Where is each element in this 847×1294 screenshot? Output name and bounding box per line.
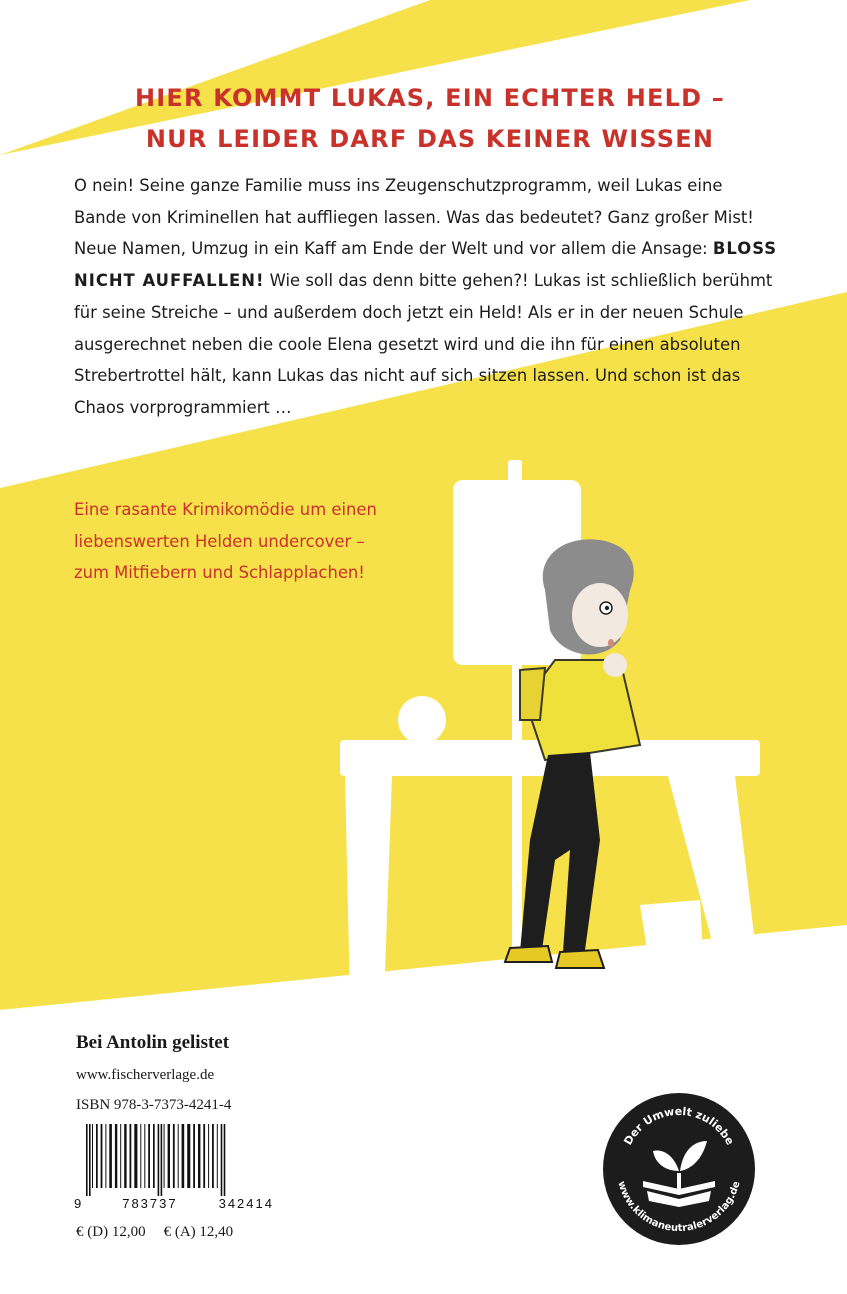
barcode-bar xyxy=(178,1124,179,1188)
barcode-bar xyxy=(193,1124,195,1188)
barcode-bar xyxy=(96,1124,98,1188)
barcode-bar xyxy=(120,1124,121,1188)
barcode-bar xyxy=(101,1124,103,1188)
barcode-bar xyxy=(212,1124,214,1188)
headline-line-1: HIER KOMMT LUKAS, EIN ECHTER HELD – xyxy=(134,84,726,112)
publisher-website: www.fischerverlage.de xyxy=(76,1067,215,1083)
barcode-bar xyxy=(134,1124,137,1188)
barcode-bar xyxy=(187,1124,190,1188)
seal-top-text: Der Umwelt zuliebe xyxy=(621,1104,737,1148)
blurb-text xyxy=(74,170,779,424)
barcode-bar xyxy=(208,1124,209,1188)
barcode-bar xyxy=(198,1124,200,1188)
barcode-bar xyxy=(203,1124,205,1188)
headline-line-2: NUR LEIDER DARF DAS KEINER WISSEN xyxy=(145,125,715,153)
barcode-bar xyxy=(115,1124,117,1188)
blurb-part-2: Wie soll das denn bitte gehen?! Lukas ist schließlich berühmt für seine Streiche – und außerdem doch jetzt ein Held! Als er in der neuen Schule ausgerechnet neben die coole Elena gesetzt wird und die ihn für einen absoluten Strebertrottel hält, kann Lukas das nicht auf sich sitzen lassen. Und schon ist das Chaos vorprogrammiert … xyxy=(74,271,773,417)
barcode-digits xyxy=(74,1196,274,1211)
barcode-bar xyxy=(173,1124,175,1188)
barcode-bar xyxy=(89,1124,91,1196)
isbn-label: ISBN 978-3-7373-4241-4 xyxy=(76,1097,232,1113)
barcode-group-1: 783737 xyxy=(122,1196,178,1211)
blurb-part-1: O nein! Seine ganze Familie muss ins Zeugenschutzprogramm, weil Lukas eine Bande von Kriminellen hat auffliegen lassen. Was das bedeutet? Ganz großer Mist! Neue Namen, Umzug in ein Kaff am Ende der Welt und vor allem die Ansage: xyxy=(74,176,754,259)
barcode-group-2: 342414 xyxy=(218,1196,274,1211)
barcode-digit-lead: 9 xyxy=(74,1196,82,1211)
barcode-bar xyxy=(148,1124,150,1188)
barcode xyxy=(74,1124,274,1216)
blurb-emphasis: BLOSS NICHT AUFFALLEN! xyxy=(74,239,778,291)
barcode-bar xyxy=(224,1124,226,1196)
barcode-bar xyxy=(144,1124,145,1188)
tagline xyxy=(74,494,454,589)
price-row xyxy=(76,1224,233,1241)
barcode-bar xyxy=(161,1124,163,1196)
barcode-bar xyxy=(221,1124,223,1196)
barcode-bar xyxy=(182,1124,185,1188)
barcode-bar xyxy=(153,1124,155,1188)
climate-neutral-seal xyxy=(603,1093,755,1245)
barcode-bar xyxy=(158,1124,160,1196)
headline xyxy=(60,78,800,160)
barcode-bar xyxy=(168,1124,170,1188)
barcode-bar xyxy=(109,1124,112,1188)
barcode-bar xyxy=(130,1124,132,1188)
barcode-bar xyxy=(217,1124,218,1188)
price-austria: € (A) 12,40 xyxy=(163,1224,234,1240)
seal-bottom-text: www.klimaneutralerverlag.de xyxy=(615,1179,743,1235)
antolin-label: Bei Antolin gelistet xyxy=(76,1032,230,1053)
tagline-line-1: Eine rasante Krimikomödie um einen xyxy=(74,500,377,519)
barcode-bar xyxy=(164,1124,165,1188)
barcode-bar xyxy=(92,1124,93,1188)
barcode-bar xyxy=(86,1124,88,1196)
tagline-line-3: zum Mitfiebern und Schlapplachen! xyxy=(74,563,365,583)
barcode-bar xyxy=(140,1124,141,1188)
tagline-line-2: liebenswerten Helden undercover – xyxy=(74,531,365,551)
price-germany: € (D) 12,00 xyxy=(76,1224,146,1240)
barcode-bar xyxy=(124,1124,126,1188)
barcode-bars xyxy=(74,1124,274,1196)
barcode-bar xyxy=(105,1124,106,1188)
